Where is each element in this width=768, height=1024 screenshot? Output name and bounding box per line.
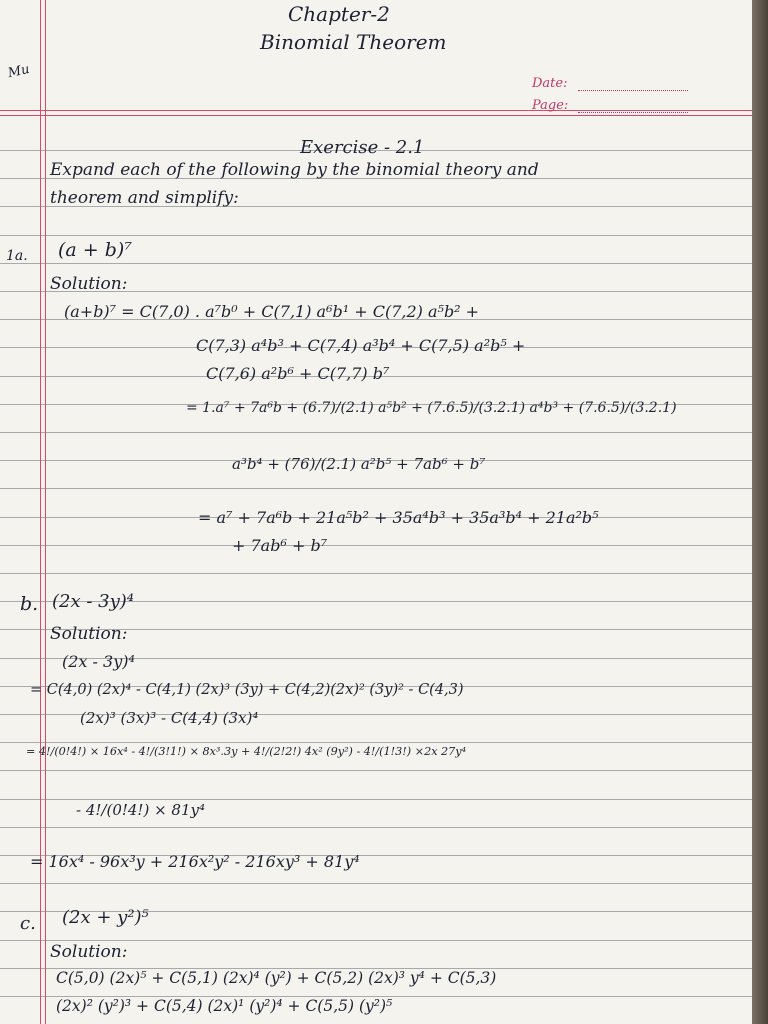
chapter-heading: Chapter-2 — [288, 2, 390, 26]
solution-line: = C(4,0) (2x)⁴ - C(4,1) (2x)³ (3y) + C(4,2)(2x)² (3y)² - C(4,3) — [30, 682, 464, 698]
solution-line: (2x)² (y²)³ + C(5,4) (2x)¹ (y²)⁴ + C(5,5) (y²)⁵ — [56, 997, 393, 1015]
solution-label: Solution: — [50, 274, 128, 294]
ruled-line — [0, 827, 752, 828]
solution-line: = 4!/(0!4!) × 16x⁴ - 4!/(3!1!) × 8x³.3y + 4!/(2!2!) 4x² (9y²) - 4!/(1!3!) ×2x 27y⁴ — [26, 745, 467, 758]
solution-line: - 4!/(0!4!) × 81y⁴ — [76, 801, 205, 819]
solution-line: (2x)³ (3x)³ - C(4,4) (3x)⁴ — [80, 709, 259, 727]
ruled-line — [0, 545, 752, 546]
solution-line: + 7ab⁶ + b⁷ — [232, 536, 328, 555]
chapter-title: Binomial Theorem — [260, 30, 447, 54]
solution-line: = a⁷ + 7a⁶b + 21a⁵b² + 35a⁴b³ + 35a³b⁴ + 21a²b⁵ — [198, 508, 599, 527]
page-label: Page: — [532, 98, 569, 113]
date-label: Date: — [532, 76, 568, 91]
problem-expression: (2x + y²)⁵ — [62, 907, 149, 928]
ruled-line — [0, 488, 752, 489]
solution-line: C(5,0) (2x)⁵ + C(5,1) (2x)⁴ (y²) + C(5,2) (2x)³ y⁴ + C(5,3) — [56, 969, 497, 987]
solution-line: C(7,6) a²b⁶ + C(7,7) b⁷ — [206, 364, 390, 383]
problem-label: b. — [20, 593, 39, 615]
date-field — [578, 90, 688, 91]
problem-expression: (a + b)⁷ — [58, 239, 132, 261]
solution-line: (a+b)⁷ = C(7,0) . a⁷b⁰ + C(7,1) a⁶b¹ + C(7,2) a⁵b² + — [64, 302, 480, 321]
ruled-line — [0, 235, 752, 236]
solution-line: (2x - 3y)⁴ — [62, 652, 135, 671]
ruled-line — [0, 940, 752, 941]
ruled-line — [0, 883, 752, 884]
page-shadow-edge — [752, 0, 768, 1024]
exercise-title: Exercise - 2.1 — [300, 137, 425, 158]
problem-label: 1a. — [6, 248, 28, 264]
corner-mark: Mu — [6, 61, 31, 82]
top-margin-line — [0, 110, 752, 111]
ruled-line — [0, 770, 752, 771]
solution-line: = 1.a⁷ + 7a⁶b + (6.7)/(2.1) a⁵b² + (7.6.5)/(3.2.1) a⁴b³ + (7.6.5)/(3.2.1) — [186, 400, 677, 416]
instruction-line-1: Expand each of the following by the binomial theory and — [50, 160, 539, 180]
ruled-line — [0, 432, 752, 433]
solution-line: a³b⁴ + (76)/(2.1) a²b⁵ + 7ab⁶ + b⁷ — [232, 455, 486, 473]
top-margin-line-inner — [0, 115, 752, 116]
solution-label: Solution: — [50, 942, 128, 962]
instruction-line-2: theorem and simplify: — [50, 188, 239, 208]
problem-label: c. — [20, 913, 36, 934]
ruled-line — [0, 263, 752, 264]
page-field — [578, 112, 688, 113]
solution-line: = 16x⁴ - 96x³y + 216x²y² - 216xy³ + 81y⁴ — [30, 852, 360, 871]
ruled-line — [0, 573, 752, 574]
problem-expression: (2x - 3y)⁴ — [52, 591, 135, 612]
solution-line: C(7,3) a⁴b³ + C(7,4) a³b⁴ + C(7,5) a²b⁵ + — [196, 336, 526, 355]
solution-label: Solution: — [50, 624, 128, 644]
